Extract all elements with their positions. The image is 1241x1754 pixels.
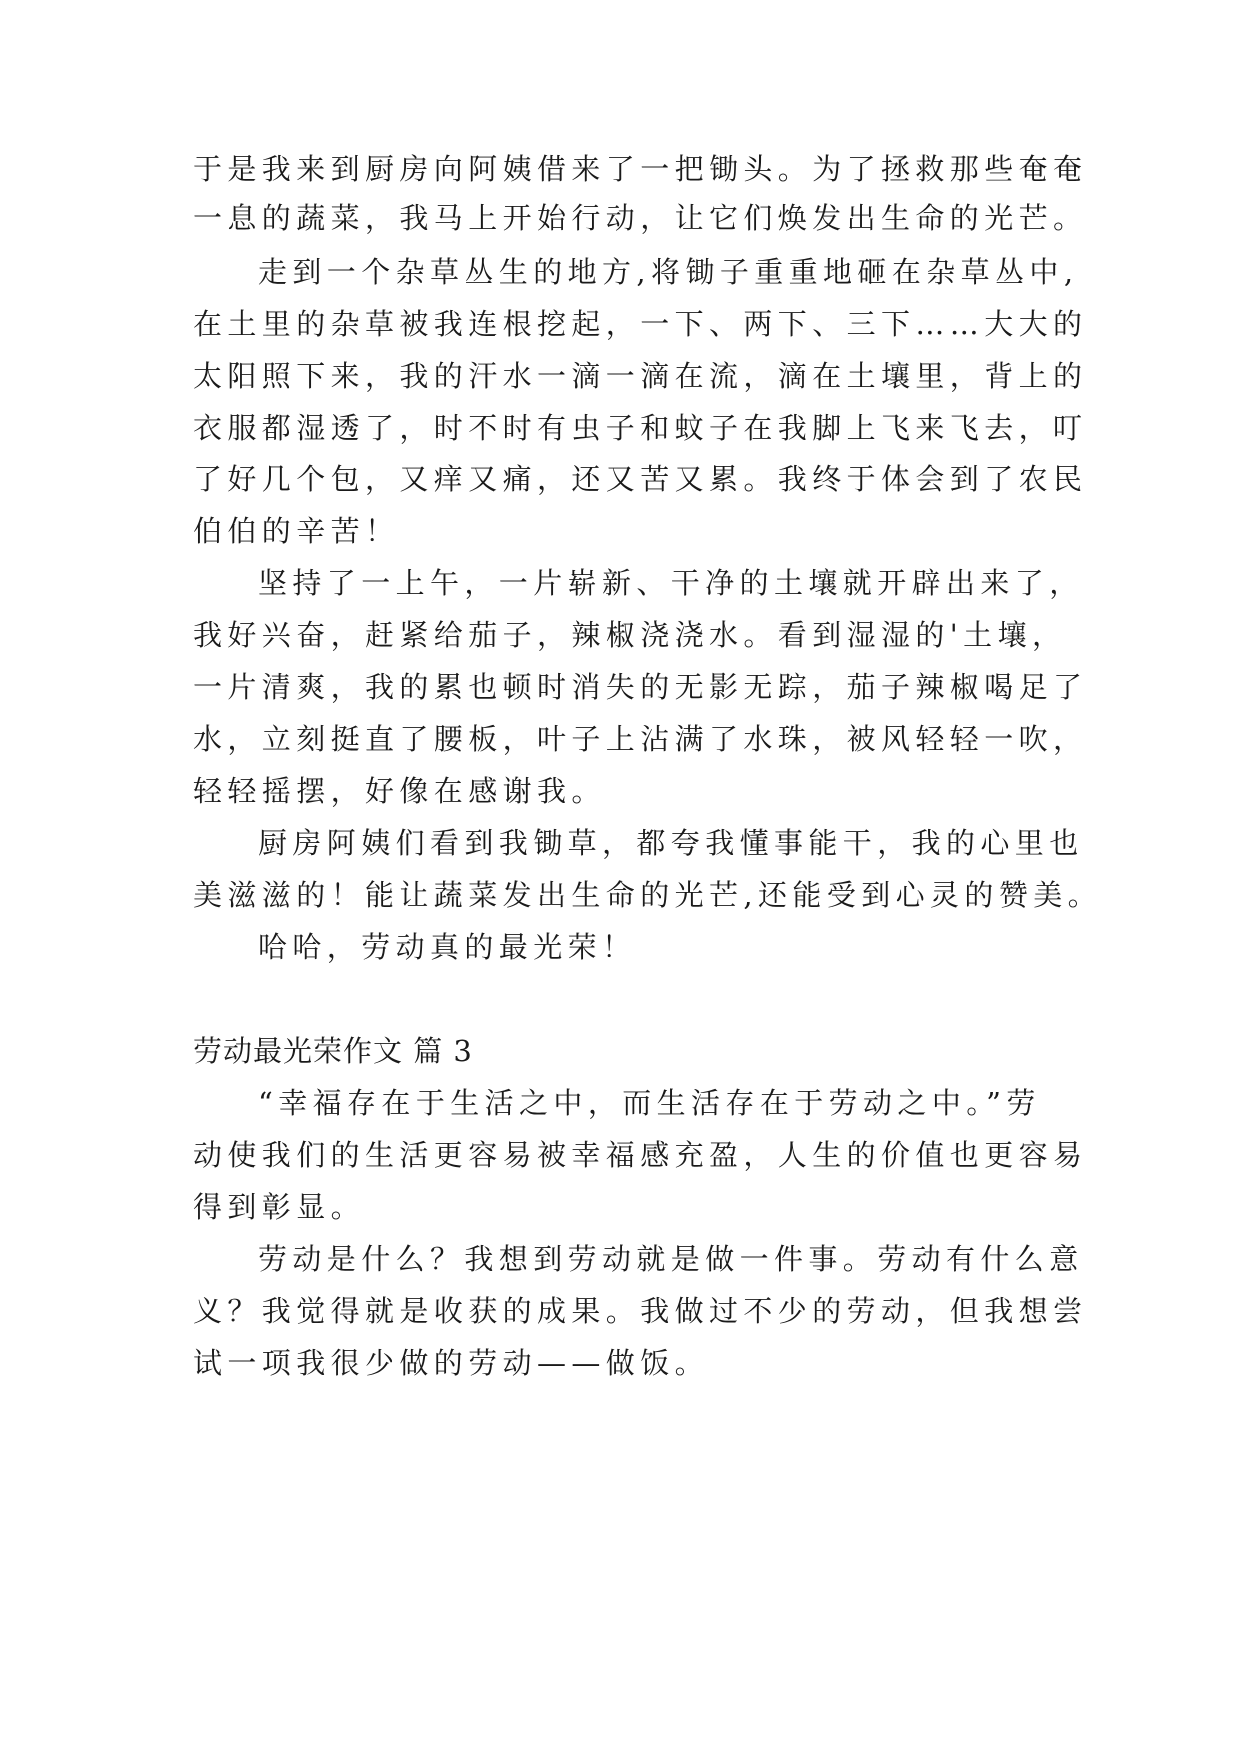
text-line: 一片清爽，我的累也顿时消失的无影无踪，茄子辣椒喝足了: [193, 670, 1088, 704]
text-line: 义？我觉得就是收获的成果。我做过不少的劳动，但我想尝: [193, 1294, 1088, 1328]
text-line: 厨房阿姨们看到我锄草，都夸我懂事能干，我的心里也: [258, 826, 1084, 860]
text-line: 我好兴奋，赶紧给茄子，辣椒浇浇水。看到湿湿的'土壤，: [193, 618, 1067, 652]
text-line: 衣服都湿透了，时不时有虫子和蚊子在我脚上飞来飞去，叮: [193, 411, 1088, 445]
text-line: 在土里的杂草被我连根挖起，一下、两下、三下……大大的: [193, 307, 1088, 341]
text-line: “幸福存在于生活之中，而生活存在于劳动之中。”劳: [258, 1086, 1041, 1120]
text-line: 了好几个包，又痒又痛，还又苦又累。我终于体会到了农民: [193, 462, 1088, 496]
text-line: 一息的蔬菜，我马上开始行动，让它们焕发出生命的光芒。: [193, 201, 1088, 235]
text-line: 美滋滋的！能让蔬菜发出生命的光芒,还能受到心灵的赞美。: [193, 878, 1103, 912]
text-line: 轻轻摇摆，好像在感谢我。: [193, 774, 606, 808]
text-line: 坚持了一上午，一片崭新、干净的土壤就开辟出来了，: [258, 566, 1084, 600]
section-heading: 劳动最光荣作文 篇 3: [193, 1034, 473, 1068]
text-line: 劳动是什么？我想到劳动就是做一件事。劳动有什么意: [258, 1242, 1084, 1276]
text-line: 伯伯的辛苦！: [193, 514, 400, 548]
text-line: 动使我们的生活更容易被幸福感充盈，人生的价值也更容易: [193, 1138, 1088, 1172]
text-line: 走到一个杂草丛生的地方,将锄子重重地砸在杂草丛中,: [258, 255, 1079, 289]
text-line: 得到彰显。: [193, 1190, 366, 1224]
text-line: 太阳照下来，我的汗水一滴一滴在流，滴在土壤里，背上的: [193, 359, 1088, 393]
text-line: 于是我来到厨房向阿姨借来了一把锄头。为了拯救那些奄奄: [193, 152, 1088, 186]
text-line: 哈哈，劳动真的最光荣！: [258, 930, 637, 964]
text-line: 水，立刻挺直了腰板，叶子上沾满了水珠，被风轻轻一吹，: [193, 722, 1088, 756]
text-line: 试一项我很少做的劳动——做饭。: [193, 1346, 710, 1380]
